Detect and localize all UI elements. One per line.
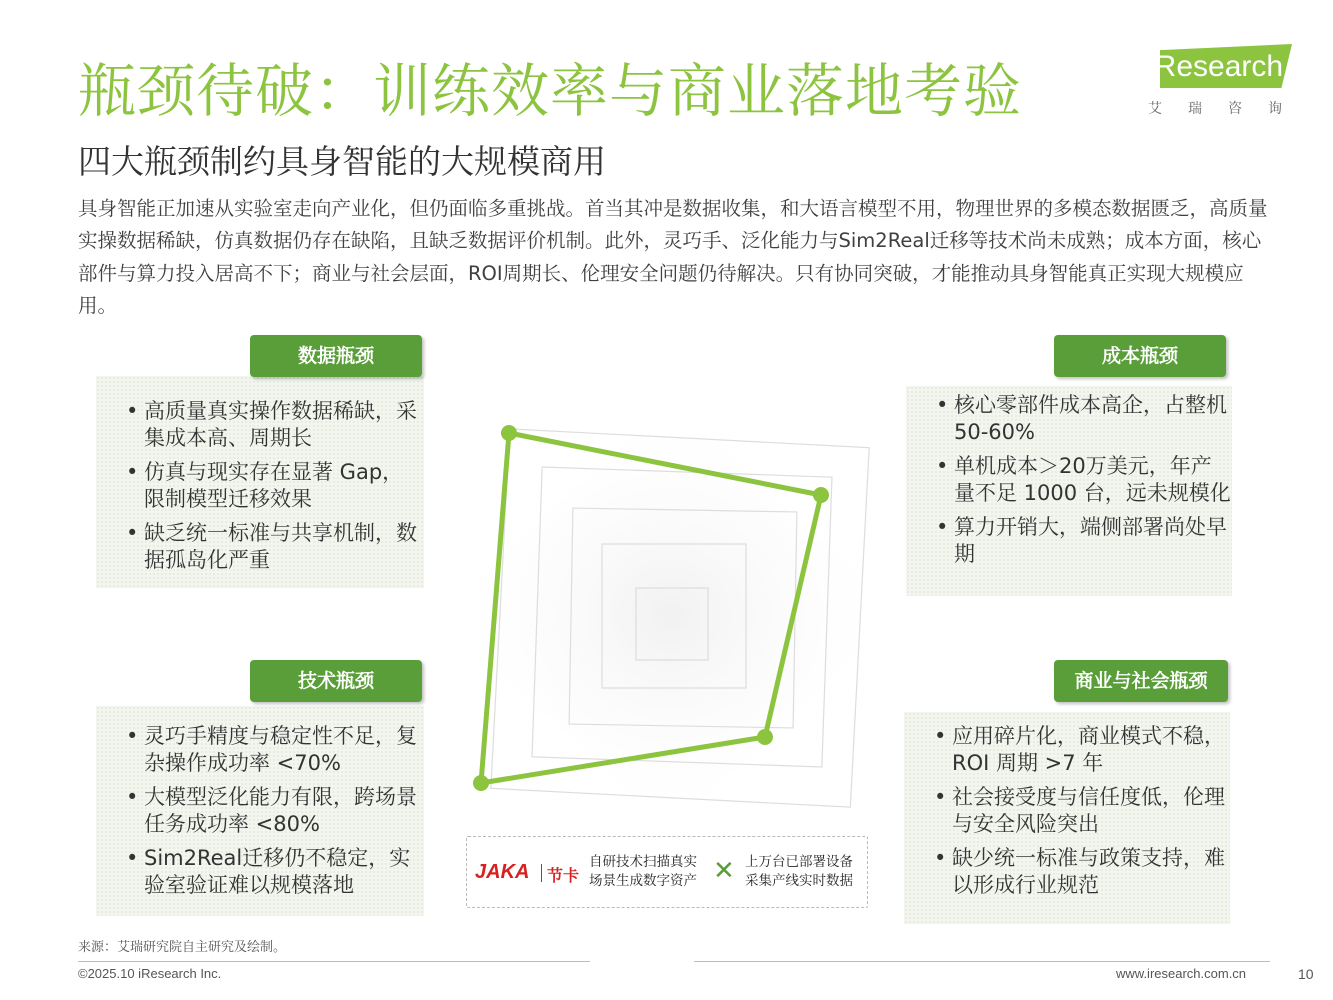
- logo-text: iResearch: [1148, 50, 1284, 83]
- list-item: • 算力开销大，端侧部署尚处早期: [906, 514, 1232, 568]
- jaka-text-line: 上万台已部署设备: [745, 854, 853, 870]
- radar-point-cost: [813, 487, 829, 503]
- data-bottleneck-tag: 数据瓶颈: [250, 335, 422, 377]
- radar-diagram: [440, 400, 900, 830]
- jaka-text-scan: [589, 853, 697, 891]
- radar-point-data: [501, 425, 517, 441]
- business-bottleneck-panel: [904, 712, 1230, 924]
- jaka-logo-cn: 节卡: [547, 866, 580, 885]
- logo-subtitle: 艾瑞咨询: [1148, 101, 1308, 117]
- tech-bottleneck-panel: [96, 706, 424, 916]
- page-title: 瓶颈待破：训练效率与商业落地考验: [78, 57, 1023, 125]
- tech-bottleneck-tag: 技术瓶颈: [250, 660, 422, 702]
- jaka-text-line: 采集产线实时数据: [745, 873, 853, 889]
- list-item: • 高质量真实操作数据稀缺，采集成本高、周期长: [96, 398, 424, 452]
- list-item: • 缺乏统一标准与共享机制，数据孤岛化严重: [96, 520, 424, 574]
- list-item: • Sim2Real迁移仍不稳定，实验室验证难以规模落地: [96, 845, 424, 899]
- cost-bottleneck-panel: [906, 386, 1232, 596]
- jaka-text-line: 自研技术扫描真实: [589, 854, 697, 870]
- radar-point-business: [757, 729, 773, 745]
- jaka-logo-divider: [541, 864, 542, 882]
- data-bottleneck-panel: [96, 376, 424, 588]
- page-number: 10: [1298, 966, 1314, 982]
- copyright: ©2025.10 iResearch Inc.: [78, 966, 222, 981]
- business-bottleneck-tag: 商业与社会瓶颈: [1054, 660, 1228, 702]
- footer-divider: [694, 961, 1270, 962]
- intro-paragraph: 具身智能正加速从实验室走向产业化，但仍面临多重挑战。首当其冲是数据收集，和大语言模型不用，物理世界的多模态数据匮乏，高质量实操数据稀缺，仿真数据仍存在缺陷，且缺乏数据评价机制。此外，灵巧手、泛化能力与Sim2Real迁移等技术尚未成熟；成本方面，核心部件与算力投入居高不下；商业与社会层面，ROI周期长、伦理安全问题仍待解决。只有协同突破，才能推动具身智能真正实现大规模应用。: [78, 197, 1268, 317]
- jaka-text-line: 场景生成数字资产: [589, 873, 697, 889]
- footer-divider: [78, 961, 590, 962]
- list-item: • 应用碎片化，商业模式不稳，ROI 周期 >7 年: [904, 723, 1230, 777]
- list-item: • 灵巧手精度与稳定性不足，复杂操作成功率 <70%: [96, 723, 424, 777]
- jaka-logo: JAKA: [475, 861, 530, 883]
- cost-bottleneck-tag: 成本瓶颈: [1054, 335, 1226, 377]
- cross-icon: ✕: [713, 856, 735, 886]
- list-item: • 缺少统一标准与政策支持，难以形成行业规范: [904, 845, 1230, 899]
- iresearch-logo: [1146, 44, 1308, 120]
- radar-point-tech: [473, 775, 489, 791]
- list-item: • 大模型泛化能力有限，跨场景任务成功率 <80%: [96, 784, 424, 838]
- jaka-text-deploy: [745, 853, 853, 891]
- list-item: • 单机成本＞20万美元，年产量不足 1000 台，远未规模化: [906, 453, 1232, 507]
- jaka-case-box: [466, 836, 868, 908]
- list-item: • 核心零部件成本高企，占整机50-60%: [906, 392, 1232, 446]
- list-item: • 仿真与现实存在显著 Gap，限制模型迁移效果: [96, 459, 424, 513]
- page-subtitle: 四大瓶颈制约具身智能的大规模商用: [78, 142, 606, 181]
- website-link[interactable]: www.iresearch.com.cn: [1116, 966, 1247, 981]
- list-item: • 社会接受度与信任度低，伦理与安全风险突出: [904, 784, 1230, 838]
- source-note: 来源：艾瑞研究院自主研究及绘制。: [78, 940, 287, 955]
